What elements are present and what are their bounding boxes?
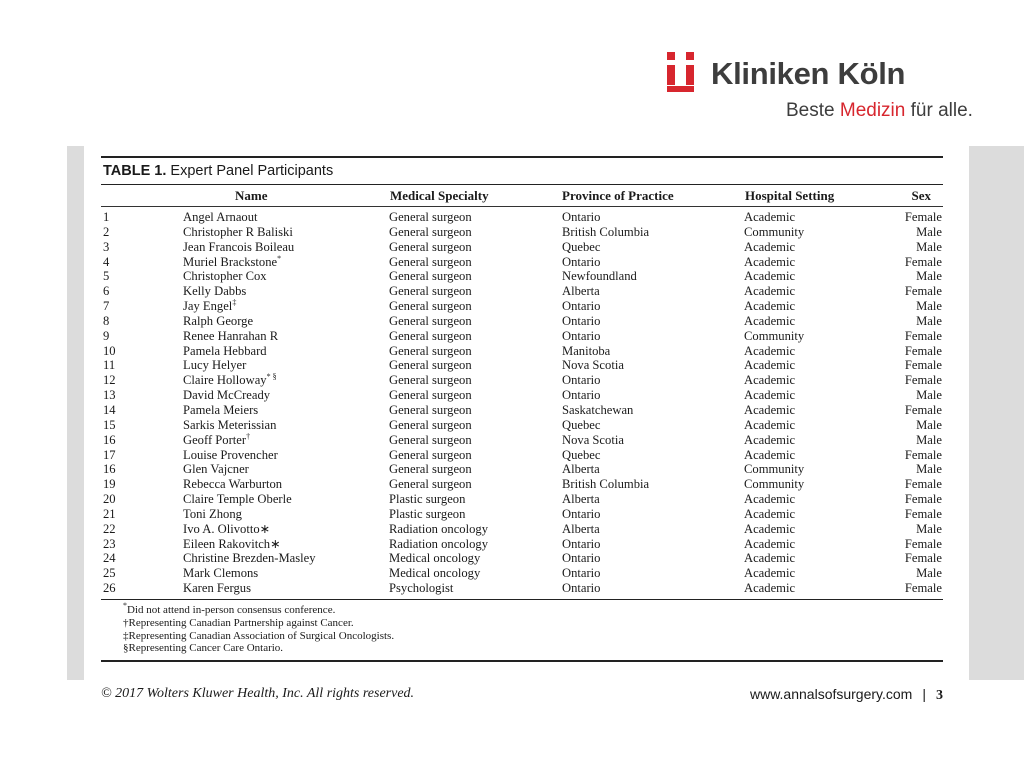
province: Nova Scotia xyxy=(562,358,624,373)
medical-specialty: General surgeon xyxy=(389,447,472,462)
hospital-setting: Academic xyxy=(744,358,796,373)
hospital-setting: Academic xyxy=(744,492,796,507)
hospital-setting: Academic xyxy=(744,343,796,358)
province: Ontario xyxy=(562,506,601,521)
table-row xyxy=(101,551,943,566)
footnote-mark: * § xyxy=(266,372,277,382)
table-row xyxy=(101,537,943,552)
participant-name: Pamela Meiers xyxy=(183,402,259,417)
hospital-setting: Academic xyxy=(744,239,796,254)
participant-name: Pamela Hebbard xyxy=(183,343,267,358)
province: Ontario xyxy=(562,581,601,596)
participant-name: Mark Clemons xyxy=(183,566,259,581)
medical-specialty: Medical oncology xyxy=(389,551,481,566)
table-row xyxy=(101,581,943,596)
medical-specialty: General surgeon xyxy=(389,299,472,314)
province: Alberta xyxy=(562,284,600,299)
hospital-setting: Community xyxy=(744,328,805,343)
hospital-setting: Academic xyxy=(744,521,796,536)
table-row xyxy=(101,433,943,448)
logo-name: Kliniken Köln xyxy=(711,56,906,91)
sex: Female xyxy=(904,447,942,462)
medical-specialty: General surgeon xyxy=(389,388,472,403)
row-number: 8 xyxy=(103,313,110,328)
province: Ontario xyxy=(562,566,601,581)
table-row xyxy=(101,522,943,537)
header-province: Province of Practice xyxy=(562,188,674,203)
medical-specialty: General surgeon xyxy=(389,269,472,284)
footnote: ‡Representing Canadian Association of Surgical Oncologists. xyxy=(123,629,395,642)
hospital-setting: Academic xyxy=(744,551,796,566)
sex: Female xyxy=(904,492,942,507)
province: Ontario xyxy=(562,313,601,328)
sex: Male xyxy=(916,521,942,536)
hospital-setting: Academic xyxy=(744,210,796,224)
row-number: 5 xyxy=(103,269,110,284)
medical-specialty: General surgeon xyxy=(389,358,472,373)
hospital-setting: Academic xyxy=(744,388,796,403)
hospital-setting: Academic xyxy=(744,373,796,388)
hospital-setting: Academic xyxy=(744,254,796,269)
row-number: 16 xyxy=(103,432,116,447)
participant-name: Kelly Dabbs xyxy=(183,284,247,299)
province: Quebec xyxy=(562,417,601,432)
hospital-setting: Academic xyxy=(744,447,796,462)
province: British Columbia xyxy=(562,477,650,492)
medical-specialty: Medical oncology xyxy=(389,566,481,581)
table-row xyxy=(101,507,943,522)
row-number: 7 xyxy=(103,299,110,314)
participants-table xyxy=(101,156,943,662)
participant-name: Claire Temple Oberle xyxy=(183,492,292,507)
hospital-setting: Academic xyxy=(744,432,796,447)
medical-specialty: General surgeon xyxy=(389,224,472,239)
row-number: 21 xyxy=(103,506,116,521)
participant-name: Claire Holloway* § xyxy=(183,372,277,388)
hospital-setting: Academic xyxy=(744,417,796,432)
kliniken-koeln-logo xyxy=(662,50,973,126)
table-row xyxy=(101,240,943,255)
sex: Male xyxy=(916,388,942,403)
sex: Male xyxy=(916,299,942,314)
participant-name: Geoff Porter† xyxy=(183,431,251,447)
province: Ontario xyxy=(562,210,601,224)
table-body xyxy=(101,207,943,596)
province: Ontario xyxy=(562,551,601,566)
hospital-setting: Community xyxy=(744,224,805,239)
province: Newfoundland xyxy=(562,269,637,284)
hospital-setting: Community xyxy=(744,462,805,477)
table-caption: TABLE 1. Expert Panel Participants xyxy=(103,163,334,179)
table-row xyxy=(101,329,943,344)
row-number: 24 xyxy=(103,551,116,566)
row-number: 25 xyxy=(103,566,116,581)
participant-name: Louise Provencher xyxy=(183,447,278,462)
header-sex: Sex xyxy=(911,188,931,203)
row-number: 4 xyxy=(103,254,110,269)
medical-specialty: Plastic surgeon xyxy=(389,506,466,521)
sex: Female xyxy=(904,402,942,417)
hospital-setting: Academic xyxy=(744,506,796,521)
table-row xyxy=(101,314,943,329)
footnote-mark: ‡ xyxy=(232,298,237,308)
row-number: 3 xyxy=(103,239,110,254)
province: Ontario xyxy=(562,328,601,343)
table-row xyxy=(101,225,943,240)
medical-specialty: Radiation oncology xyxy=(389,521,488,536)
hospital-setting: Academic xyxy=(744,402,796,417)
sex: Male xyxy=(916,432,942,447)
medical-specialty: General surgeon xyxy=(389,328,472,343)
sex: Male xyxy=(916,462,942,477)
table-row xyxy=(101,492,943,507)
header-name: Name xyxy=(235,188,268,203)
row-number: 14 xyxy=(103,402,116,417)
table-row xyxy=(101,269,943,284)
sex: Female xyxy=(904,477,942,492)
province: Manitoba xyxy=(562,343,611,358)
sex: Female xyxy=(904,551,942,566)
sex: Female xyxy=(904,328,942,343)
sex: Female xyxy=(904,373,942,388)
logo-cross-icon xyxy=(662,52,702,96)
table-row xyxy=(101,462,943,477)
table-footnotes xyxy=(101,600,943,657)
province: Nova Scotia xyxy=(562,432,624,447)
participant-name: Sarkis Meterissian xyxy=(183,417,277,432)
medical-specialty: Radiation oncology xyxy=(389,536,488,551)
participant-name: Christopher R Baliski xyxy=(183,224,293,239)
row-number: 1 xyxy=(103,210,110,224)
table-row xyxy=(101,566,943,581)
sex: Female xyxy=(904,210,942,224)
sex: Female xyxy=(904,506,942,521)
table-row xyxy=(101,255,943,270)
medical-specialty: General surgeon xyxy=(389,343,472,358)
sex: Male xyxy=(916,417,942,432)
left-side-bar xyxy=(67,146,84,680)
footnote: §Representing Cancer Care Ontario. xyxy=(123,642,284,655)
sex: Male xyxy=(916,313,942,328)
participant-name: Eileen Rakovitch∗ xyxy=(183,536,281,551)
participant-name: Ralph George xyxy=(183,313,254,328)
table-row xyxy=(101,284,943,299)
journal-url: www.annalsofsurgery.com xyxy=(749,686,913,702)
table-row xyxy=(101,358,943,373)
row-number: 26 xyxy=(103,581,116,596)
medical-specialty: General surgeon xyxy=(389,373,472,388)
hospital-setting: Academic xyxy=(744,299,796,314)
row-number: 20 xyxy=(103,492,116,507)
page-number: 3 xyxy=(936,688,943,703)
sex: Male xyxy=(916,239,942,254)
participant-name: Ivo A. Olivotto∗ xyxy=(183,521,271,536)
table-row xyxy=(101,477,943,492)
row-number: 13 xyxy=(103,388,116,403)
participant-name: Glen Vajcner xyxy=(183,462,249,477)
participant-name: Jean Francois Boileau xyxy=(183,239,295,254)
right-side-bar xyxy=(969,146,1024,680)
header-hospital: Hospital Setting xyxy=(745,188,835,203)
hospital-setting: Academic xyxy=(744,313,796,328)
hospital-setting: Academic xyxy=(744,536,796,551)
sex: Female xyxy=(904,343,942,358)
participant-name: Christine Brezden-Masley xyxy=(183,551,316,566)
sex: Female xyxy=(904,254,942,269)
medical-specialty: General surgeon xyxy=(389,313,472,328)
footnote-mark: † xyxy=(246,431,251,441)
medical-specialty: General surgeon xyxy=(389,239,472,254)
row-number: 22 xyxy=(103,521,116,536)
sex: Female xyxy=(904,358,942,373)
medical-specialty: General surgeon xyxy=(389,417,472,432)
medical-specialty: General surgeon xyxy=(389,432,472,447)
hospital-setting: Academic xyxy=(744,566,796,581)
table-row xyxy=(101,448,943,463)
copyright-text: © 2017 Wolters Kluwer Health, Inc. All rights reserved. xyxy=(101,686,415,701)
medical-specialty: General surgeon xyxy=(389,284,472,299)
hospital-setting: Academic xyxy=(744,269,796,284)
province: British Columbia xyxy=(562,224,650,239)
sex: Female xyxy=(904,536,942,551)
header-specialty: Medical Specialty xyxy=(390,188,489,203)
medical-specialty: General surgeon xyxy=(389,477,472,492)
row-number: 9 xyxy=(103,328,110,343)
table-row xyxy=(101,210,943,225)
row-number: 17 xyxy=(103,447,116,462)
sex: Female xyxy=(904,284,942,299)
table-row xyxy=(101,373,943,388)
sex: Male xyxy=(916,566,942,581)
participant-name: Lucy Helyer xyxy=(183,358,247,373)
participant-name: David McCready xyxy=(183,388,271,403)
province: Ontario xyxy=(562,536,601,551)
province: Alberta xyxy=(562,462,600,477)
sex: Female xyxy=(904,581,942,596)
participant-name: Rebecca Warburton xyxy=(183,477,283,492)
logo-tagline: Beste Medizin für alle. xyxy=(786,100,973,121)
province: Ontario xyxy=(562,373,601,388)
row-number: 11 xyxy=(103,358,116,373)
participant-name: Jay Engel‡ xyxy=(183,298,237,314)
hospital-setting: Community xyxy=(744,477,805,492)
row-number: 10 xyxy=(103,343,116,358)
province: Quebec xyxy=(562,239,601,254)
row-number: 23 xyxy=(103,536,116,551)
medical-specialty: Plastic surgeon xyxy=(389,492,466,507)
table-row xyxy=(101,403,943,418)
participant-name: Muriel Brackstone* xyxy=(183,253,282,269)
participant-name: Renee Hanrahan R xyxy=(183,328,279,343)
hospital-setting: Academic xyxy=(744,284,796,299)
row-number: 6 xyxy=(103,284,110,299)
row-number: 2 xyxy=(103,224,110,239)
province: Alberta xyxy=(562,521,600,536)
participant-name: Toni Zhong xyxy=(183,506,242,521)
table-row xyxy=(101,344,943,359)
table-row xyxy=(101,388,943,403)
participant-name: Karen Fergus xyxy=(183,581,251,596)
table-header xyxy=(101,185,943,206)
footer-journal: www.annalsofsurgery.com | 3 xyxy=(749,686,943,703)
province: Quebec xyxy=(562,447,601,462)
participant-name: Christopher Cox xyxy=(183,269,267,284)
medical-specialty: Psychologist xyxy=(389,581,454,596)
footnote: *Did not attend in-person consensus conference. xyxy=(123,600,336,616)
row-number: 12 xyxy=(103,373,116,388)
row-number: 15 xyxy=(103,417,116,432)
footnote: †Representing Canadian Partnership against Cancer. xyxy=(123,616,354,629)
province: Ontario xyxy=(562,254,601,269)
medical-specialty: General surgeon xyxy=(389,254,472,269)
medical-specialty: General surgeon xyxy=(389,402,472,417)
province: Ontario xyxy=(562,299,601,314)
table-row xyxy=(101,418,943,433)
sex: Male xyxy=(916,224,942,239)
hospital-setting: Academic xyxy=(744,581,796,596)
footnote-mark: * xyxy=(277,253,282,263)
province: Alberta xyxy=(562,492,600,507)
participant-name: Angel Arnaout xyxy=(183,210,258,224)
sex: Male xyxy=(916,269,942,284)
row-number: 16 xyxy=(103,462,116,477)
province: Saskatchewan xyxy=(562,402,634,417)
table-row xyxy=(101,299,943,314)
province: Ontario xyxy=(562,388,601,403)
medical-specialty: General surgeon xyxy=(389,210,472,224)
medical-specialty: General surgeon xyxy=(389,462,472,477)
row-number: 19 xyxy=(103,477,116,492)
